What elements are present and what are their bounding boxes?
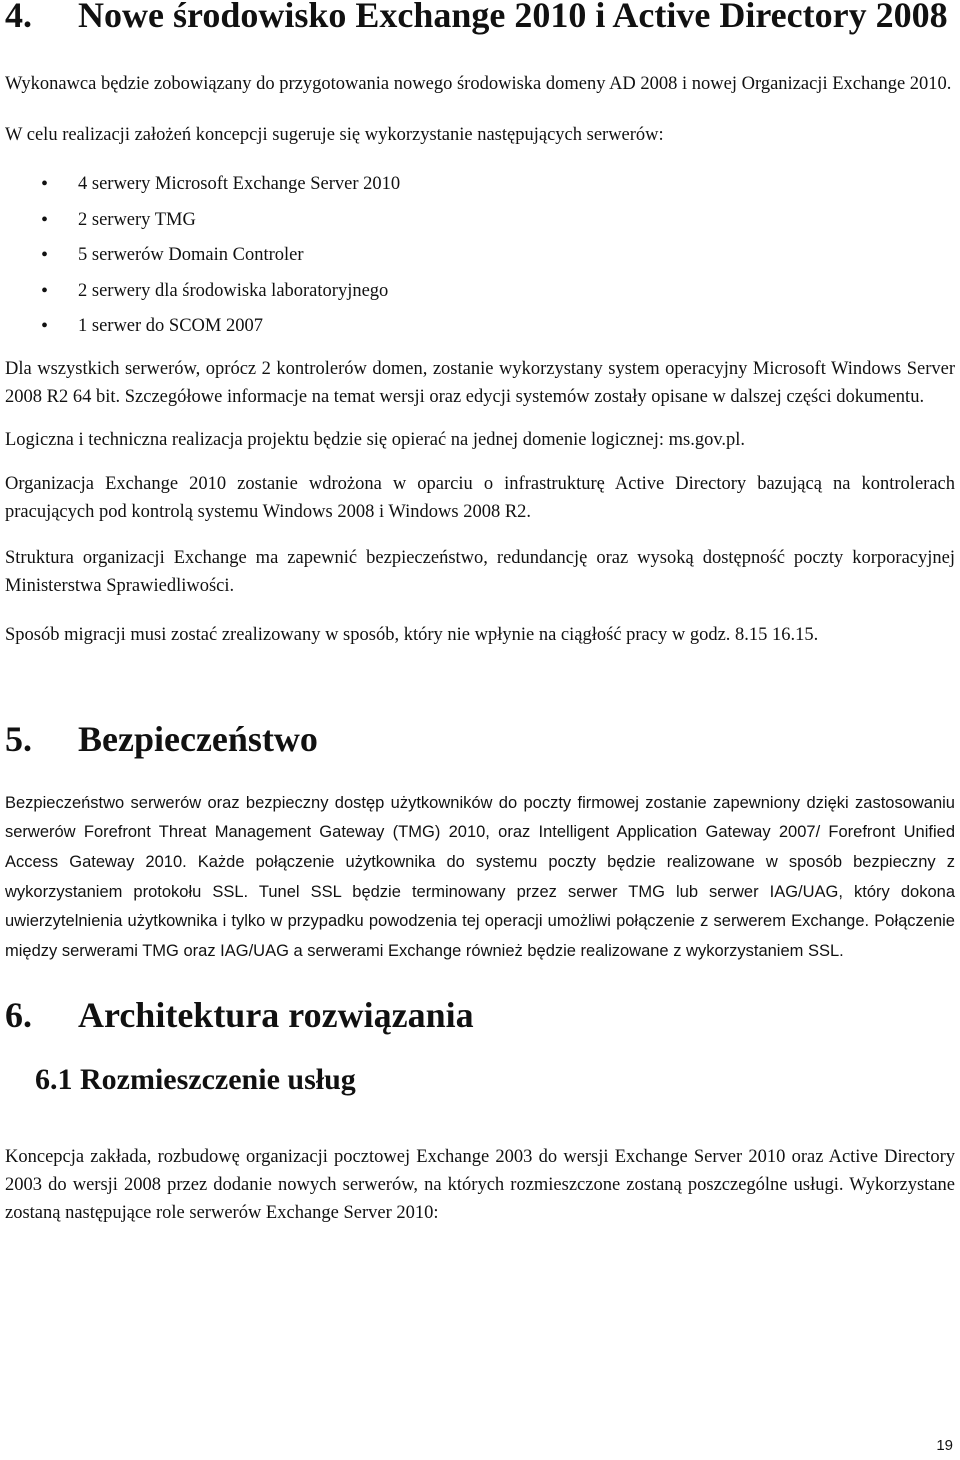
section-4-number: 4.: [5, 0, 32, 35]
section-4-paragraph-2: W celu realizacji założeń koncepcji sugeruje się wykorzystanie następujących serwerów:: [5, 125, 664, 145]
list-item: • 2 serwery dla środowiska laboratoryjnego: [5, 274, 955, 310]
list-item: • 2 serwery TMG: [5, 203, 955, 239]
section-4-paragraph-4: Logiczna i techniczna realizacja projektu będzie się opierać na jednej domenie logicznej: ms.gov.pl.: [5, 429, 746, 450]
server-list: [5, 167, 955, 345]
list-item: • 4 serwery Microsoft Exchange Server 2010: [5, 167, 955, 203]
page-number: 19: [936, 1437, 953, 1454]
section-6-paragraph-1: Koncepcja zakłada, rozbudowę organizacji pocztowej Exchange 2003 do wersji Exchange Server 2010 oraz Active Directory 2003 do wersji 2008 przez dodanie nowych serwerów, na których rozmieszczone zostaną poszczególne usługi. Wykorzystane zostaną następujące role serwerów Exchange Server 2010:: [5, 1146, 955, 1223]
section-6-number: 6.: [5, 994, 32, 1035]
section-4-heading: [5, 0, 955, 35]
list-item: • 5 serwerów Domain Controler: [5, 238, 955, 274]
section-4-paragraph-5: Organizacja Exchange 2010 zostanie wdrożona w oparciu o infrastrukturę Active Directory bazującą na kontrolerach pracujących pod kontrolą systemu Windows 2008 i Windows 2008 R2.: [5, 473, 955, 522]
section-6-1-heading: 6.1 Rozmieszczenie usług: [35, 1062, 356, 1096]
section-5-paragraph-1: Bezpieczeństwo serwerów oraz bezpieczny dostęp użytkowników do poczty firmowej zostanie zapewniony dzięki zastosowaniu serwerów Forefront Threat Management Gateway (TMG) 2010, oraz Intelligent Application Gateway 2007/ Forefront Unified Access Gateway 2010. Każde połączenie użytkownika do systemu poczty będzie realizowane w sposób bezpieczny z wykorzystaniem protokołu SSL. Tunel SSL będzie terminowany przez serwer TMG lub serwer IAG/UAG, który dokona uwierzytelnienia użytkownika i tylko w przypadku powodzenia tej operacji umożliwi połączenie z serwerem Exchange. Połączenie między serwerami TMG oraz IAG/UAG a serwerami Exchange również będzie realizowane z wykorzystaniem SSL.: [5, 793, 955, 961]
section-4-paragraph-3: Dla wszystkich serwerów, oprócz 2 kontrolerów domen, zostanie wykorzystany system operacyjny Microsoft Windows Server 2008 R2 64 bit. Szczegółowe informacje na temat wersji oraz edycji systemów zostały opisane w dalszej części dokumentu.: [5, 358, 955, 407]
list-item: • 1 serwer do SCOM 2007: [5, 309, 955, 345]
document-page: [5, 0, 955, 1227]
section-6-title: Architektura rozwiązania: [78, 994, 474, 1035]
section-5-heading: [5, 719, 955, 759]
section-4-paragraph-7: Sposób migracji musi zostać zrealizowany w sposób, który nie wpłynie na ciągłość pracy w godz. 8.15 16.15.: [5, 624, 819, 645]
section-5-number: 5.: [5, 718, 32, 759]
section-4-paragraph-1: Wykonawca będzie zobowiązany do przygotowania nowego środowiska domeny AD 2008 i nowej Organizacji Exchange 2010.: [5, 74, 952, 94]
section-6-heading: [5, 995, 955, 1035]
section-4-paragraph-6: Struktura organizacji Exchange ma zapewnić bezpieczeństwo, redundancję oraz wysoką dostępność poczty korporacyjnej Ministerstwa Sprawiedliwości.: [5, 547, 955, 596]
section-5-title: Bezpieczeństwo: [78, 718, 318, 759]
section-4-title: Nowe środowisko Exchange 2010 i Active Directory 2008: [78, 0, 948, 35]
